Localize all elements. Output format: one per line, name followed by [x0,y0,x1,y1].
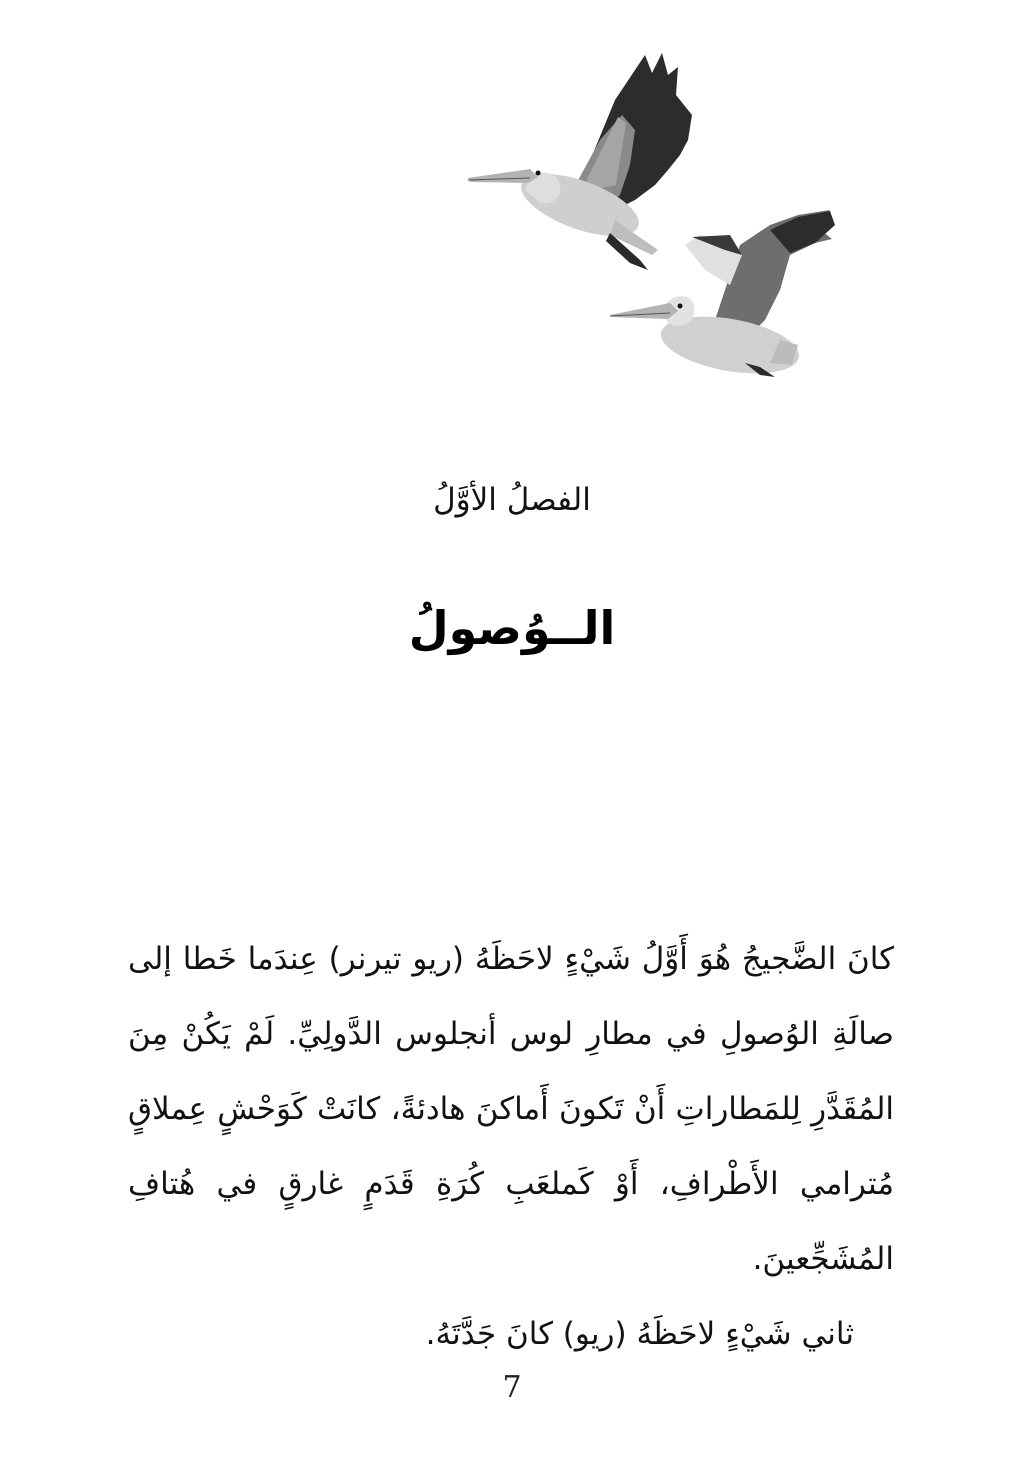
pelican-birds-icon [430,45,850,390]
paragraph: كانَ الضَّجيجُ هُوَ أَوَّلُ شَيْءٍ لاحَظَهُ (ريو تيرنر) عِندَما خَطا إلى صالَةِ الوُصولِ في مطارِ لوس أنجلوس الدَّولِيِّ. لَمْ يَكُنْ مِنَ المُقَدَّرِ لِلمَطاراتِ أَنْ تَكونَ أَماكنَ هادئةً، كانَتْ كَوَحْشٍ عِملاقٍ مُترامي الأَطْرافِ، أَوْ كَملعَبِ كُرَةِ قَدَمٍ غارقٍ في هُتافِ المُشَجِّعينَ. [128,941,894,1277]
pelican-lower [610,210,835,383]
paragraph: ثاني شَيْءٍ لاحَظَهُ (ريو) كانَ جَدَّتَهُ. [425,1316,854,1352]
chapter-number: الفصلُ الأوَّلُ [433,482,591,518]
pelicans-illustration [430,45,850,390]
chapter-title: الــوُصولُ [408,601,616,655]
pelican-upper [468,53,692,270]
page-number: 7 [502,1370,522,1405]
chapter-body [128,922,894,1372]
